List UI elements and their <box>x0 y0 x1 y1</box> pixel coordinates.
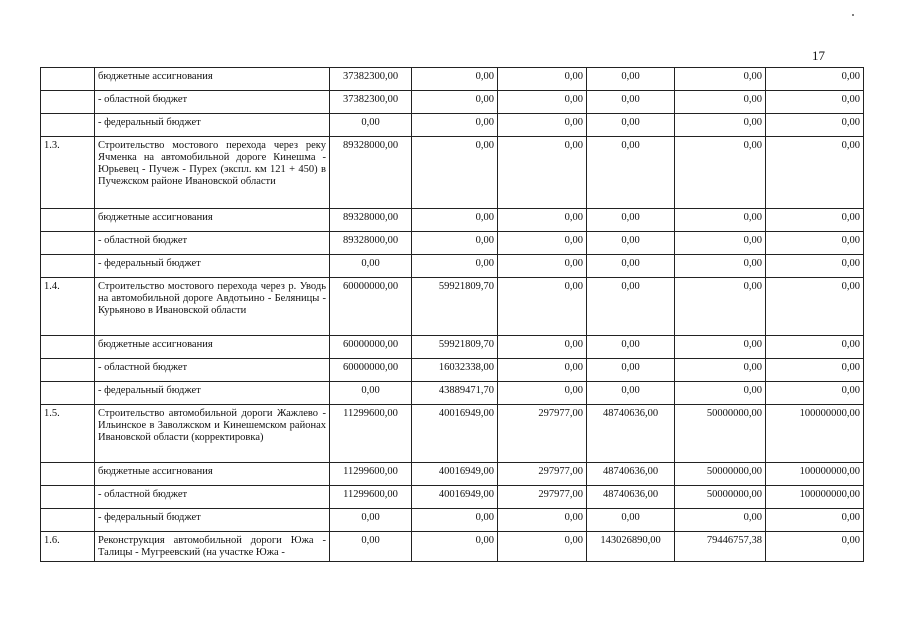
funding-source-cell: - федеральный бюджет <box>95 114 330 137</box>
amount-cell: 59921809,70 <box>412 278 498 336</box>
amount-cell: 0,00 <box>412 255 498 278</box>
amount-cell: 0,00 <box>766 209 864 232</box>
amount-cell: 0,00 <box>498 255 587 278</box>
funding-source-cell: - федеральный бюджет <box>95 382 330 405</box>
table-row-item <box>41 137 864 209</box>
item-number-cell <box>41 336 95 359</box>
item-number-cell <box>41 255 95 278</box>
item-number-cell: 1.3. <box>41 137 95 209</box>
amount-cell: 0,00 <box>330 532 412 562</box>
amount-cell: 0,00 <box>675 209 766 232</box>
amount-cell: 0,00 <box>498 382 587 405</box>
table-row-subitem <box>41 209 864 232</box>
amount-cell: 0,00 <box>675 91 766 114</box>
item-number-cell <box>41 382 95 405</box>
item-number-cell <box>41 509 95 532</box>
amount-cell: 0,00 <box>587 336 675 359</box>
amount-cell: 0,00 <box>675 278 766 336</box>
item-description-cell: Строительство мостового перехода через реку Ячменка на автомобильной дороге Кинешма - Юрьевец - Пучеж - Пурех (экспл. км 121 + 450) в Пучежском районе Ивановской области <box>95 137 330 209</box>
table-row-subitem <box>41 255 864 278</box>
amount-cell: 100000000,00 <box>766 405 864 463</box>
amount-cell: 0,00 <box>587 278 675 336</box>
amount-cell: 0,00 <box>766 114 864 137</box>
funding-source-cell: - федеральный бюджет <box>95 255 330 278</box>
amount-cell: 0,00 <box>330 382 412 405</box>
amount-cell: 0,00 <box>498 336 587 359</box>
amount-cell: 48740636,00 <box>587 463 675 486</box>
item-number-cell <box>41 68 95 91</box>
funding-source-cell: - областной бюджет <box>95 91 330 114</box>
amount-cell: 0,00 <box>587 114 675 137</box>
amount-cell: 60000000,00 <box>330 336 412 359</box>
amount-cell: 0,00 <box>675 336 766 359</box>
amount-cell: 0,00 <box>587 509 675 532</box>
scan-speck <box>852 14 854 16</box>
amount-cell: 0,00 <box>675 359 766 382</box>
amount-cell: 100000000,00 <box>766 463 864 486</box>
amount-cell: 37382300,00 <box>330 91 412 114</box>
amount-cell: 11299600,00 <box>330 463 412 486</box>
table-row-subitem <box>41 91 864 114</box>
budget-table <box>40 67 864 562</box>
amount-cell: 0,00 <box>766 68 864 91</box>
amount-cell: 297977,00 <box>498 463 587 486</box>
page-number: 17 <box>812 48 825 63</box>
table-row-item <box>41 278 864 336</box>
amount-cell: 0,00 <box>675 232 766 255</box>
amount-cell: 0,00 <box>766 336 864 359</box>
amount-cell: 40016949,00 <box>412 405 498 463</box>
amount-cell: 0,00 <box>498 209 587 232</box>
funding-source-cell: - областной бюджет <box>95 359 330 382</box>
amount-cell: 48740636,00 <box>587 486 675 509</box>
amount-cell: 60000000,00 <box>330 278 412 336</box>
amount-cell: 0,00 <box>498 137 587 209</box>
amount-cell: 0,00 <box>587 68 675 91</box>
table-row-subitem <box>41 463 864 486</box>
amount-cell: 0,00 <box>498 68 587 91</box>
funding-source-cell: - областной бюджет <box>95 232 330 255</box>
table-row-subitem <box>41 114 864 137</box>
table-row-subitem <box>41 509 864 532</box>
amount-cell: 11299600,00 <box>330 486 412 509</box>
amount-cell: 0,00 <box>766 509 864 532</box>
amount-cell: 0,00 <box>766 278 864 336</box>
amount-cell: 0,00 <box>498 114 587 137</box>
amount-cell: 0,00 <box>675 509 766 532</box>
amount-cell: 0,00 <box>412 91 498 114</box>
funding-source-cell: - областной бюджет <box>95 486 330 509</box>
item-number-cell: 1.5. <box>41 405 95 463</box>
amount-cell: 0,00 <box>675 114 766 137</box>
table-row-subitem <box>41 359 864 382</box>
amount-cell: 40016949,00 <box>412 463 498 486</box>
amount-cell: 0,00 <box>587 255 675 278</box>
funding-source-cell: бюджетные ассигнования <box>95 336 330 359</box>
amount-cell: 79446757,38 <box>675 532 766 562</box>
table-body <box>41 68 864 562</box>
amount-cell: 0,00 <box>587 359 675 382</box>
item-number-cell <box>41 91 95 114</box>
item-description-cell: Реконструкция автомобильной дороги Южа - Талицы - Мугреевский (на участке Южа - <box>95 532 330 562</box>
funding-source-cell: бюджетные ассигнования <box>95 463 330 486</box>
amount-cell: 43889471,70 <box>412 382 498 405</box>
amount-cell: 0,00 <box>330 509 412 532</box>
amount-cell: 297977,00 <box>498 486 587 509</box>
item-description-cell: Строительство мостового перехода через р. Уводь на автомобильной дороге Авдотьино - Беляницы - Курьяново в Ивановской области <box>95 278 330 336</box>
funding-source-cell: бюджетные ассигнования <box>95 68 330 91</box>
table-row-subitem <box>41 486 864 509</box>
amount-cell: 0,00 <box>412 209 498 232</box>
item-number-cell: 1.4. <box>41 278 95 336</box>
amount-cell: 0,00 <box>766 532 864 562</box>
amount-cell: 11299600,00 <box>330 405 412 463</box>
amount-cell: 0,00 <box>498 91 587 114</box>
amount-cell: 0,00 <box>412 137 498 209</box>
funding-source-cell: - федеральный бюджет <box>95 509 330 532</box>
amount-cell: 0,00 <box>330 255 412 278</box>
amount-cell: 0,00 <box>766 359 864 382</box>
amount-cell: 0,00 <box>498 359 587 382</box>
amount-cell: 60000000,00 <box>330 359 412 382</box>
table-row-subitem <box>41 68 864 91</box>
amount-cell: 0,00 <box>766 232 864 255</box>
table-row-item <box>41 532 864 562</box>
table-row-subitem <box>41 382 864 405</box>
table-row-item <box>41 405 864 463</box>
item-number-cell: 1.6. <box>41 532 95 562</box>
amount-cell: 50000000,00 <box>675 486 766 509</box>
item-number-cell <box>41 359 95 382</box>
amount-cell: 89328000,00 <box>330 232 412 255</box>
amount-cell: 0,00 <box>412 509 498 532</box>
amount-cell: 50000000,00 <box>675 463 766 486</box>
amount-cell: 297977,00 <box>498 405 587 463</box>
item-number-cell <box>41 486 95 509</box>
item-number-cell <box>41 232 95 255</box>
amount-cell: 143026890,00 <box>587 532 675 562</box>
amount-cell: 0,00 <box>587 91 675 114</box>
funding-source-cell: бюджетные ассигнования <box>95 209 330 232</box>
amount-cell: 0,00 <box>766 91 864 114</box>
amount-cell: 0,00 <box>675 255 766 278</box>
amount-cell: 0,00 <box>330 114 412 137</box>
amount-cell: 0,00 <box>587 209 675 232</box>
amount-cell: 0,00 <box>498 532 587 562</box>
amount-cell: 0,00 <box>587 232 675 255</box>
amount-cell: 0,00 <box>412 532 498 562</box>
amount-cell: 0,00 <box>587 137 675 209</box>
table-row-subitem <box>41 232 864 255</box>
amount-cell: 0,00 <box>587 382 675 405</box>
amount-cell: 0,00 <box>675 68 766 91</box>
amount-cell: 48740636,00 <box>587 405 675 463</box>
item-number-cell <box>41 114 95 137</box>
amount-cell: 0,00 <box>675 137 766 209</box>
item-number-cell <box>41 209 95 232</box>
amount-cell: 37382300,00 <box>330 68 412 91</box>
amount-cell: 0,00 <box>412 232 498 255</box>
amount-cell: 0,00 <box>412 68 498 91</box>
amount-cell: 0,00 <box>766 255 864 278</box>
table-row-subitem <box>41 336 864 359</box>
amount-cell: 59921809,70 <box>412 336 498 359</box>
amount-cell: 89328000,00 <box>330 209 412 232</box>
amount-cell: 0,00 <box>766 137 864 209</box>
amount-cell: 89328000,00 <box>330 137 412 209</box>
amount-cell: 100000000,00 <box>766 486 864 509</box>
amount-cell: 0,00 <box>766 382 864 405</box>
item-description-cell: Строительство автомобильной дороги Жажлево - Ильинское в Заволжском и Кинешемском районах Ивановской области (корректировка) <box>95 405 330 463</box>
amount-cell: 0,00 <box>498 232 587 255</box>
amount-cell: 0,00 <box>498 278 587 336</box>
amount-cell: 0,00 <box>412 114 498 137</box>
amount-cell: 0,00 <box>498 509 587 532</box>
item-number-cell <box>41 463 95 486</box>
amount-cell: 40016949,00 <box>412 486 498 509</box>
amount-cell: 50000000,00 <box>675 405 766 463</box>
amount-cell: 16032338,00 <box>412 359 498 382</box>
amount-cell: 0,00 <box>675 382 766 405</box>
